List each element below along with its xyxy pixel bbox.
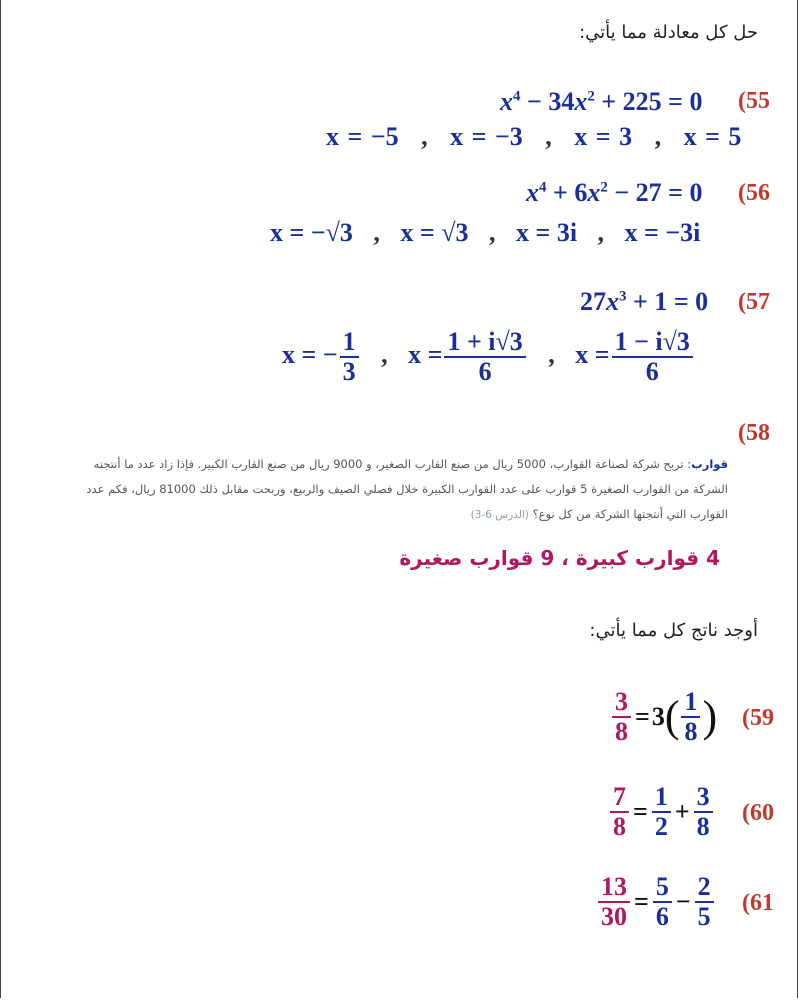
sol57-3-fraction: [612, 328, 693, 386]
solution-56-4: x = −3i: [624, 218, 701, 247]
solution-56-2: x = √3: [400, 218, 469, 247]
p58-text1: تربح شركة لصناعة القوارب، 5000 ريال من صنع القارب الصغير، و 9000 ريال من صنع القارب الكبير. فإذا زاد عدد ما أنتجته: [93, 457, 684, 471]
eq56-exp1: 4: [539, 179, 547, 196]
sol57-3-den: 6: [645, 357, 659, 386]
sol57-2-den: 6: [478, 357, 492, 386]
sol57-1-fraction: [340, 328, 359, 386]
sol57-1-lhs: x = −: [282, 339, 338, 369]
p61-operator: −: [675, 887, 691, 916]
sol57-3-num: 1 − i√3: [612, 328, 693, 358]
eq56-var2: x: [587, 178, 601, 207]
p61-a-den: 6: [655, 902, 669, 931]
expression-60: [608, 783, 715, 841]
sol57-1-num: 1: [340, 328, 359, 358]
p59-lhs-den: 8: [615, 717, 628, 746]
problem-number-61: (61: [742, 890, 774, 916]
problem-number-56: (56: [738, 180, 770, 206]
p61-b-fraction: [695, 873, 714, 931]
word-problem-58: [80, 452, 728, 528]
p58-line1: قوارب: تربح شركة لصناعة القوارب، 5000 ريال من صنع القارب الصغير، و 9000 ريال من صنع القارب الكبير. فإذا زاد عدد ما أنتجته: [93, 457, 728, 471]
p58-line3: [80, 502, 728, 528]
sol57-3-lhs: x =: [575, 339, 610, 369]
p59-rhs-den: 8: [684, 717, 698, 746]
solutions-55: x = −5 , x = −3 , x = 3 , x = 5: [326, 122, 742, 151]
eq55-mid: − 34: [520, 87, 575, 116]
equation-57: [580, 287, 708, 317]
p58-label: قوارب: [691, 457, 728, 471]
eq57-var: x: [606, 287, 619, 316]
expression-59: $\frac{3}{8}$ = 3 ( $\frac{1}{8}$ ): [610, 688, 717, 746]
p60-a-fraction: [652, 783, 671, 841]
p60-lhs-num: 7: [610, 783, 629, 813]
p61-lhs-num: 13: [598, 873, 630, 903]
solution-55-1: x = −5: [326, 122, 399, 151]
p60-a-num: 1: [652, 783, 671, 813]
eq56-exp2: 2: [600, 179, 608, 196]
p59-rhs-fraction: [681, 688, 700, 746]
p60-a-den: 2: [654, 812, 668, 841]
answer-58: 4 قوارب كبيرة ، 9 قوارب صغيرة: [399, 546, 720, 570]
p59-equals: =: [635, 702, 650, 731]
p60-operator: +: [674, 797, 690, 826]
p60-b-fraction: [694, 783, 713, 841]
p61-a-num: 5: [653, 873, 672, 903]
expression-61: [596, 873, 716, 931]
p61-b-num: 2: [695, 873, 714, 903]
p59-coef: 3: [651, 702, 665, 731]
equation-55: [500, 87, 702, 117]
p59-lhs-num: 3: [612, 688, 631, 718]
eq57-exp: 3: [619, 288, 627, 305]
problem-number-59: (59: [742, 705, 774, 731]
solution-56-1: x = −√3: [270, 218, 353, 247]
p58-text3: القوارب التي أنتجتها الشركة من كل نوع؟: [532, 507, 728, 521]
p61-b-den: 5: [697, 902, 711, 931]
eq55-end: + 225 = 0: [594, 87, 703, 116]
p61-lhs-den: 30: [601, 902, 627, 931]
solutions-57: x = − $\frac{1}{3}$ , x = $\frac{1 + i√3}{6}$ , x = $\frac{1 - i√3}{6}$: [282, 328, 695, 386]
problem-number-58: (58: [738, 420, 770, 446]
solution-56-3: x = 3i: [516, 218, 578, 247]
p59-rhs-num: 1: [681, 688, 700, 718]
solution-55-4: x = 5: [683, 122, 742, 151]
sol57-2-lhs: x =: [408, 339, 443, 369]
sol57-2-num: 1 + i√3: [444, 328, 525, 358]
p61-equals: =: [634, 887, 649, 916]
eq55-var1: x: [500, 87, 513, 116]
section-heading-compute: أوجد ناتج كل مما يأتي:: [589, 620, 758, 641]
eq57-coef: 27: [580, 287, 606, 316]
p59-lhs-fraction: [612, 688, 631, 746]
eq57-end: + 1 = 0: [626, 287, 709, 316]
p60-equals: =: [633, 797, 648, 826]
solutions-56: x = −√3 , x = √3 , x = 3i , x = −3i: [270, 218, 701, 247]
p61-a-fraction: [653, 873, 672, 931]
problem-number-55: (55: [738, 88, 770, 114]
section-heading-solve: حل كل معادلة مما يأتي:: [579, 22, 758, 43]
eq55-exp1: 4: [513, 88, 521, 105]
p58-lesson-ref: (الدرس 6-3): [470, 509, 529, 521]
sol57-2-fraction: [444, 328, 525, 386]
equation-56: [526, 178, 702, 208]
p58-line2: الشركة من القوارب الصغيرة 5 قوارب على عدد القوارب الكبيرة خلال فصلي الصيف والربيع، وربحت مقابل ذلك 81000 ريال، فكم عدد: [86, 482, 728, 496]
p60-b-den: 8: [696, 812, 710, 841]
solution-55-3: x = 3: [574, 122, 633, 151]
eq56-var1: x: [526, 178, 539, 207]
eq55-exp2: 2: [587, 88, 595, 105]
eq55-var2: x: [574, 87, 588, 116]
problem-number-57: (57: [738, 289, 770, 315]
sol57-1-den: 3: [342, 357, 356, 386]
solution-55-2: x = −3: [450, 122, 523, 151]
eq56-end: − 27 = 0: [607, 178, 703, 207]
p61-lhs-fraction: [598, 873, 630, 931]
p60-b-num: 3: [694, 783, 713, 813]
problem-number-60: (60: [742, 800, 774, 826]
p60-lhs-den: 8: [613, 812, 626, 841]
p60-lhs-fraction: [610, 783, 629, 841]
eq56-mid: + 6: [546, 178, 588, 207]
